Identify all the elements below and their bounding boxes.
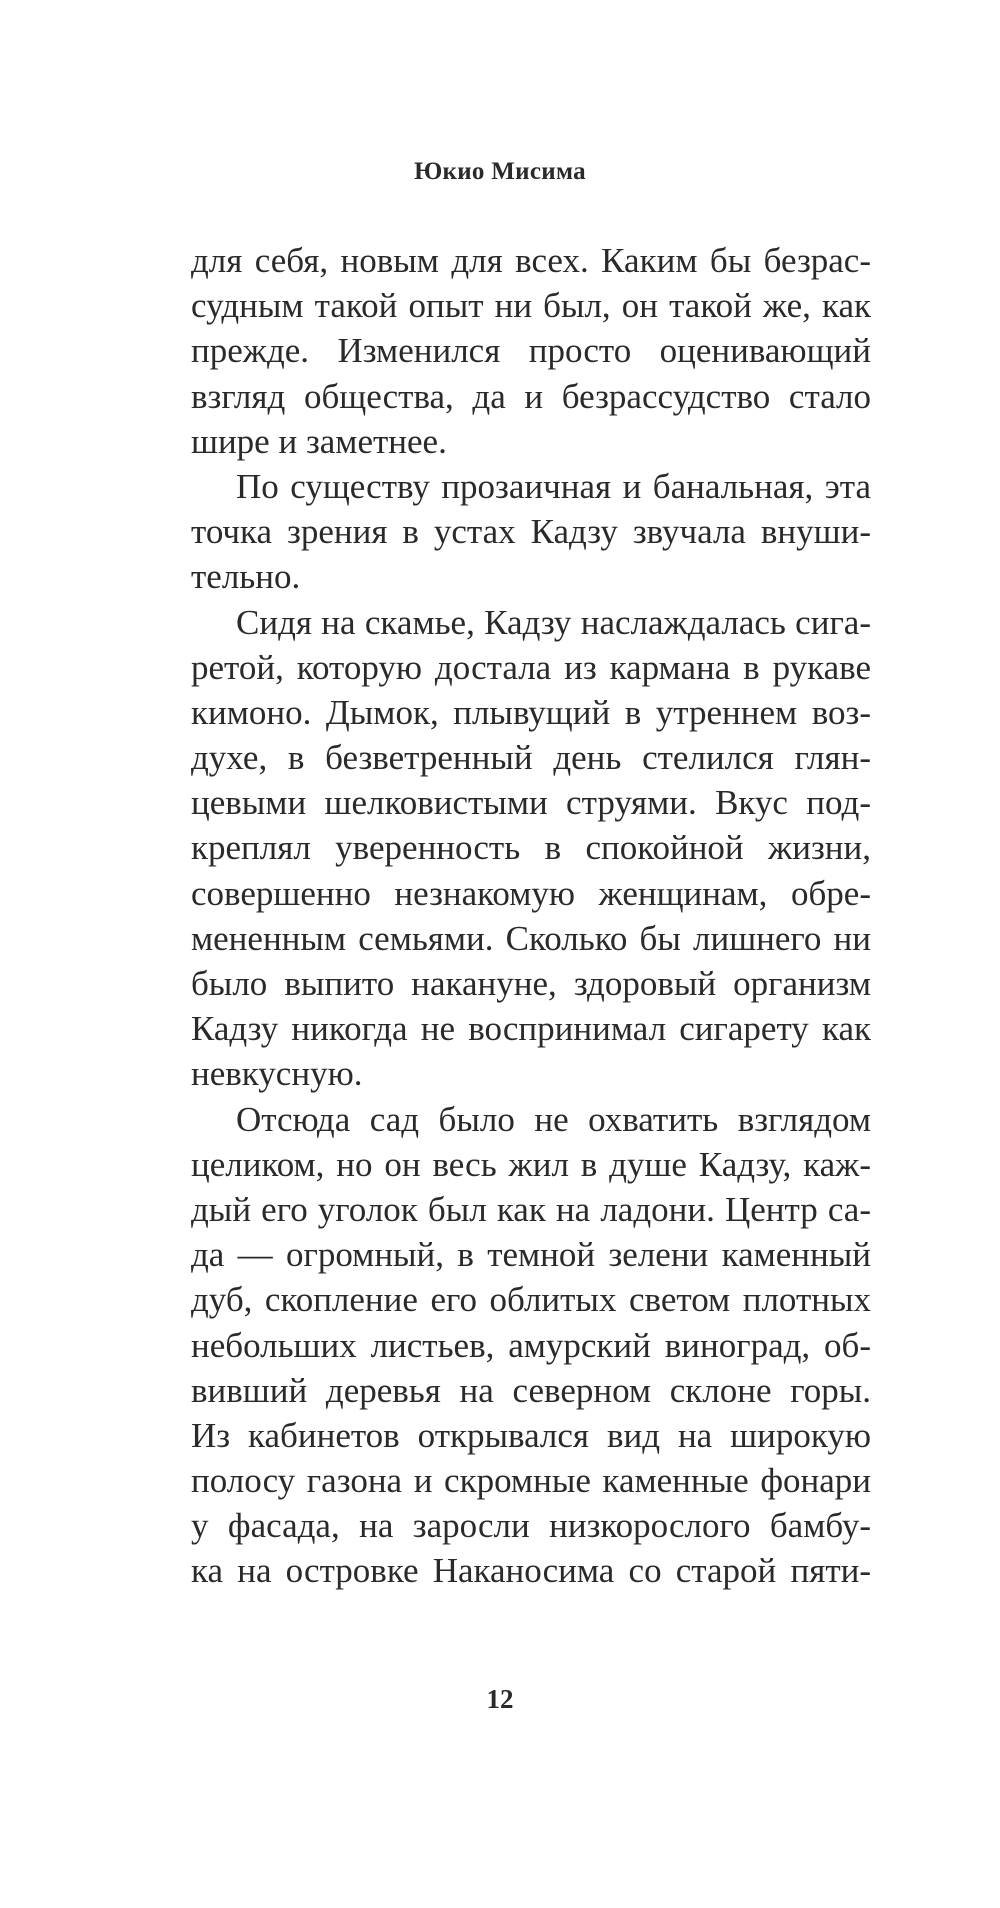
text-line: точка зрения в устах Кадзу звучала внуши- (191, 512, 871, 552)
paragraph (191, 238, 871, 464)
text-line: духе, в безветренный день стелился глян- (191, 738, 871, 778)
text-line: судным такой опыт ни был, он такой же, как (191, 286, 871, 326)
text-line: вивший деревья на северном склоне горы. (191, 1370, 871, 1410)
paragraph (191, 464, 871, 600)
text-line: целиком, но он весь жил в душе Кадзу, каж- (191, 1144, 871, 1184)
text-line: Сидя на скамье, Кадзу наслаждалась сига- (236, 602, 871, 642)
paragraph (191, 600, 871, 1097)
text-line: небольших листьев, амурский виноград, об- (191, 1325, 871, 1365)
text-line: цевыми шелковистыми струями. Вкус под- (191, 783, 871, 823)
running-head: Юкио Мисима (414, 158, 586, 185)
text-line: шире и заметнее. (191, 421, 447, 461)
text-line: ретой, которую достала из кармана в рукаве (191, 647, 871, 687)
text-line: взгляд общества, да и безрассудство стало (191, 376, 871, 416)
text-line: у фасада, на заросли низкорослого бамбу- (191, 1506, 871, 1546)
text-line: совершенно незнакомую женщинам, обре- (191, 873, 871, 913)
text-line: дуб, скопление его облитых светом плотных (191, 1280, 871, 1320)
text-line: Из кабинетов открывался вид на широкую (191, 1415, 871, 1455)
body-text (191, 238, 871, 1594)
text-line: тельно. (191, 557, 301, 597)
text-line: Отсюда сад было не охватить взглядом (236, 1099, 871, 1139)
text-line: прежде. Изменился просто оценивающий (191, 331, 871, 371)
text-line: полосу газона и скромные каменные фонари (191, 1461, 871, 1501)
text-line: дый его уголок был как на ладони. Центр са- (191, 1189, 871, 1229)
paragraph (191, 1097, 871, 1594)
text-line: кимоно. Дымок, плывущий в утреннем воз- (191, 692, 871, 732)
text-line: было выпито накануне, здоровый организм (191, 964, 871, 1003)
text-line: мененным семьями. Сколько бы лишнего ни (191, 918, 871, 958)
page-number: 12 (486, 1684, 514, 1714)
text-line: для себя, новым для всех. Каким бы безрас- (191, 241, 871, 280)
text-line: ка на островке Наканосима со старой пяти- (191, 1551, 871, 1591)
text-line: креплял уверенность в спокойной жизни, (191, 828, 871, 868)
text-line: да — огромный, в темной зелени каменный (191, 1235, 871, 1275)
text-line: невкусную. (191, 1054, 363, 1094)
text-line: По существу прозаичная и банальная, эта (236, 466, 871, 506)
text-line: Кадзу никогда не воспринимал сигарету как (191, 1009, 871, 1049)
